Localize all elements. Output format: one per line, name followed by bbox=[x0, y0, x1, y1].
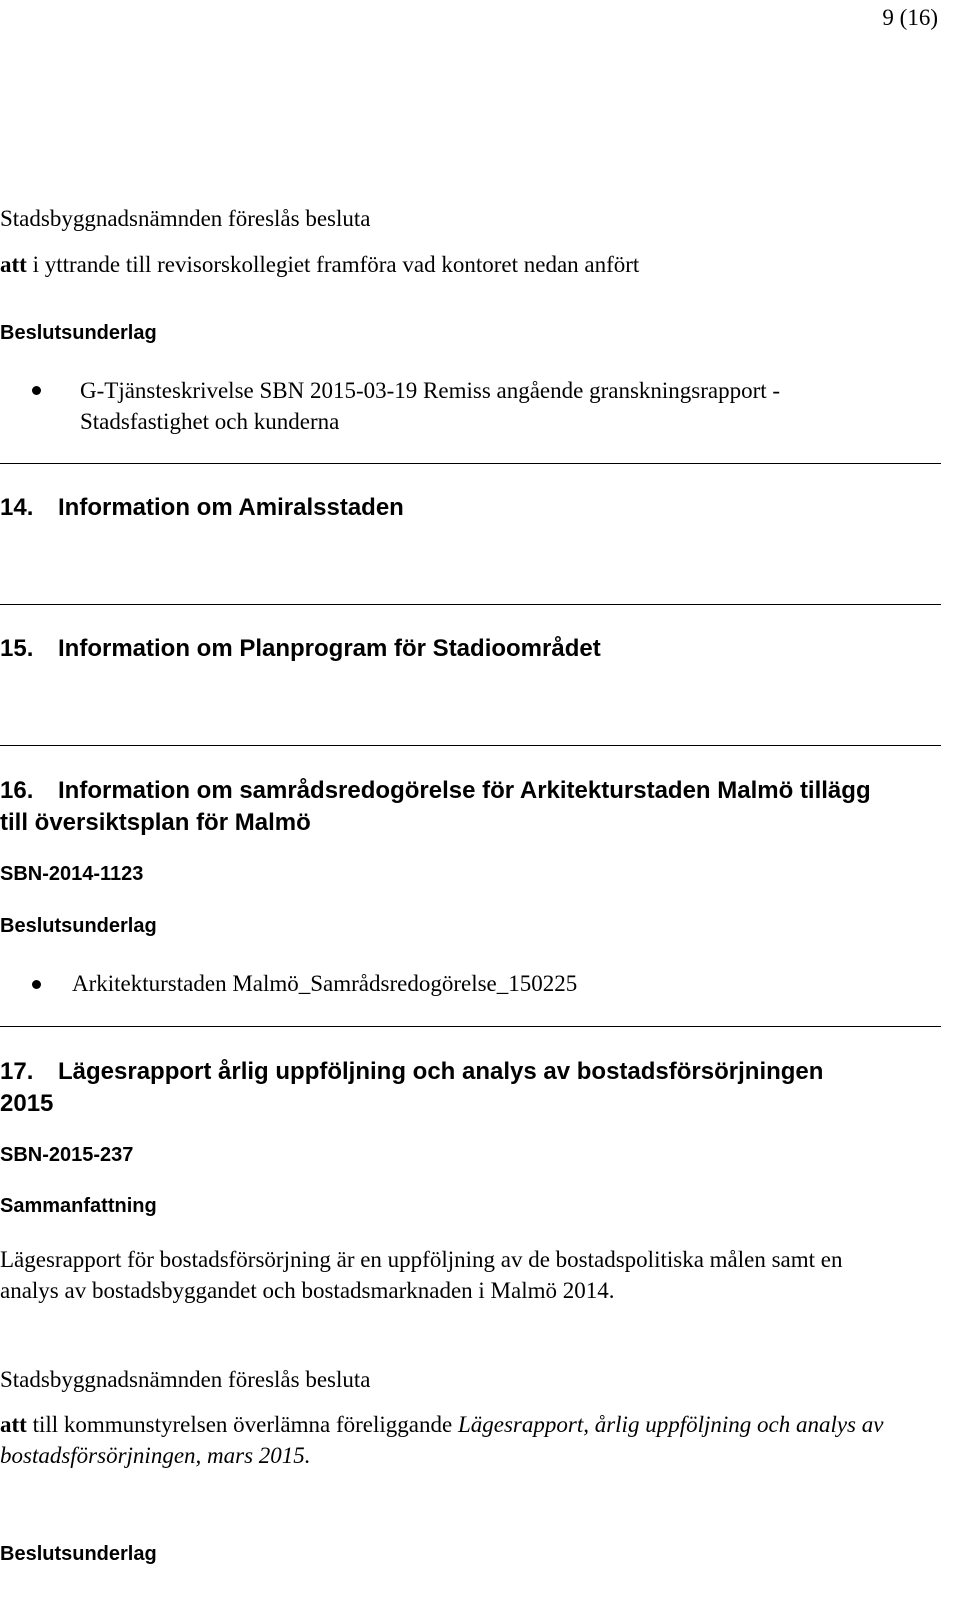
proposal-intro: Stadsbyggnadsnämnden föreslås besluta bbox=[0, 206, 371, 231]
decision-text: i yttrande till revisorskollegiet framföra vad kontoret nedan anfört bbox=[26, 252, 640, 277]
basis-item bbox=[80, 375, 780, 437]
section-15-heading bbox=[0, 633, 601, 665]
section-16-heading bbox=[0, 775, 871, 839]
section-title: Information om Planprogram för Stadioområdet bbox=[58, 635, 601, 662]
basis-item-line1: G-Tjänsteskrivelse SBN 2015-03-19 Remiss angående granskningsrapport - bbox=[80, 378, 781, 403]
basis-item: Arkitekturstaden Malmö_Samrådsredogörelse_150225 bbox=[72, 971, 578, 996]
decision-paragraph bbox=[0, 1409, 883, 1471]
section-14-heading bbox=[0, 492, 404, 524]
section-title-line1: Lägesrapport årlig uppföljning och analys av bostadsförsörjningen bbox=[58, 1058, 824, 1085]
summary-line1: Lägesrapport för bostadsförsörjning är en uppföljning av de bostadspolitiska målen samt en bbox=[0, 1247, 843, 1272]
decision-paragraph bbox=[0, 249, 639, 280]
summary-heading: Sammanfattning bbox=[0, 1195, 157, 1217]
case-number: SBN-2015-237 bbox=[0, 1144, 134, 1166]
basis-item-line2: Stadsfastighet och kunderna bbox=[80, 409, 340, 434]
bullet-dot bbox=[32, 386, 41, 395]
summary-paragraph bbox=[0, 1244, 843, 1306]
section-title-line1: Information om samrådsredogörelse för Arkitekturstaden Malmö tillägg bbox=[58, 777, 871, 804]
decision-italic-line2: bostadsförsörjningen, mars 2015. bbox=[0, 1443, 311, 1468]
decision-att: att bbox=[0, 252, 27, 277]
case-number: SBN-2014-1123 bbox=[0, 863, 144, 885]
proposal-intro: Stadsbyggnadsnämnden föreslås besluta bbox=[0, 1367, 371, 1392]
section-divider bbox=[0, 1026, 941, 1027]
basis-heading: Beslutsunderlag bbox=[0, 915, 157, 937]
page-number: 9 (16) bbox=[882, 5, 938, 30]
summary-line2: analys av bostadsbyggandet och bostadsmarknaden i Malmö 2014. bbox=[0, 1278, 615, 1303]
decision-italic-line1: Lägesrapport, årlig uppföljning och analys av bbox=[457, 1412, 884, 1437]
section-17-heading bbox=[0, 1056, 823, 1120]
section-title: Information om Amiralsstaden bbox=[58, 494, 404, 521]
section-divider bbox=[0, 604, 941, 605]
basis-heading: Beslutsunderlag bbox=[0, 322, 157, 344]
section-divider bbox=[0, 463, 941, 464]
decision-text: till kommunstyrelsen överlämna föreliggande bbox=[26, 1412, 458, 1437]
section-divider bbox=[0, 745, 941, 746]
decision-att: att bbox=[0, 1412, 27, 1437]
section-number: 16. bbox=[0, 777, 34, 804]
section-title-line2: till översiktsplan för Malmö bbox=[0, 809, 311, 836]
section-number: 15. bbox=[0, 635, 34, 662]
basis-heading: Beslutsunderlag bbox=[0, 1543, 157, 1565]
bullet-dot bbox=[32, 980, 41, 989]
section-number: 14. bbox=[0, 494, 34, 521]
section-title-line2: 2015 bbox=[0, 1090, 54, 1117]
section-number: 17. bbox=[0, 1058, 34, 1085]
